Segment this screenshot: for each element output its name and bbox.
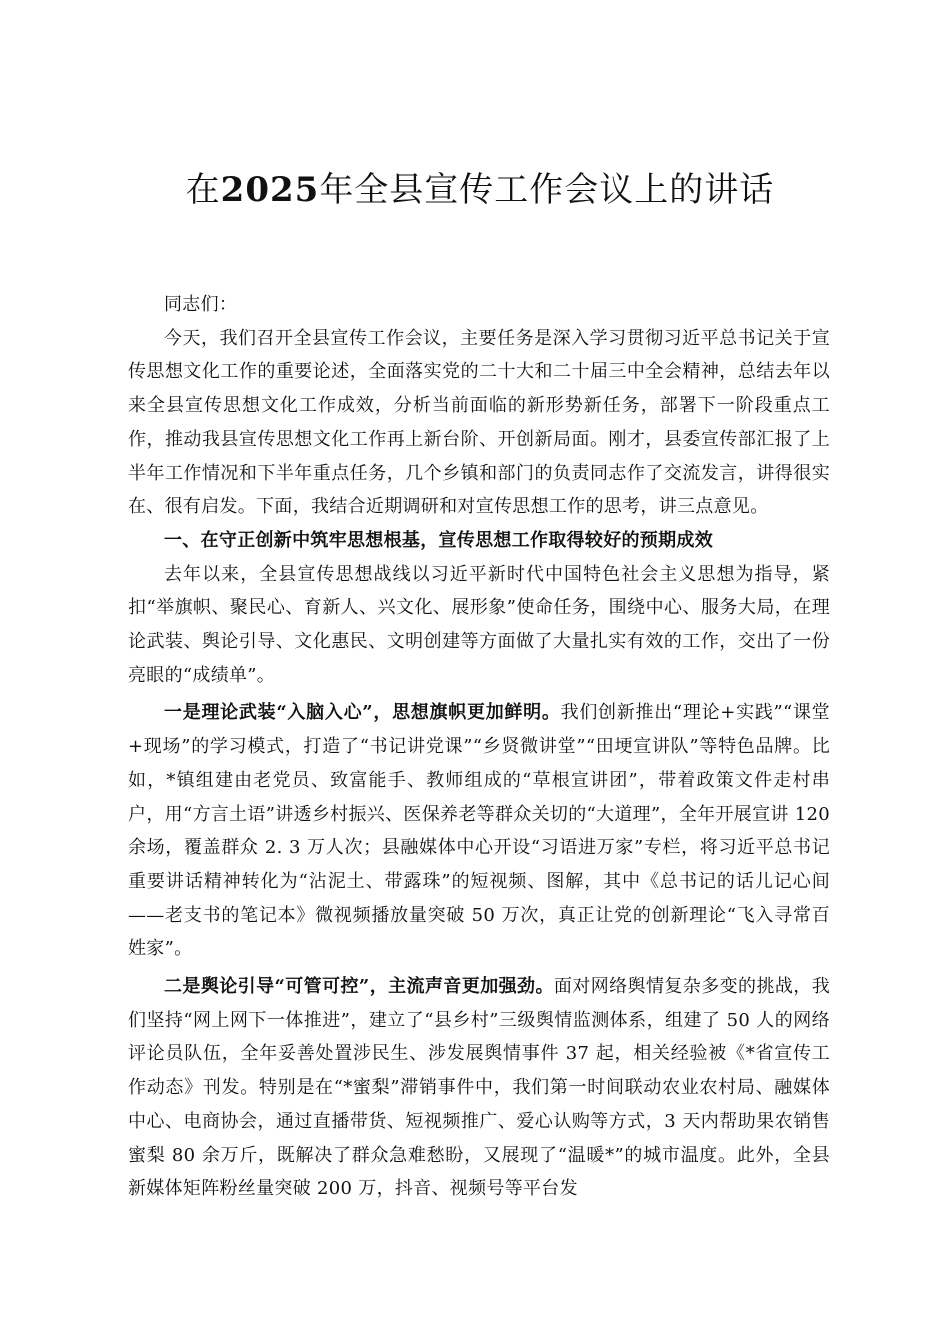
document-body — [128, 288, 830, 1206]
section-1-point-1 — [128, 696, 830, 966]
document-title — [100, 168, 860, 212]
title-suffix: 年全县宣传工作会议上的讲话 — [319, 170, 775, 210]
section-1-heading: 一、在守正创新中筑牢思想根基，宣传思想工作取得较好的预期成效 — [164, 529, 713, 551]
salutation: 同志们： — [164, 294, 238, 315]
title-year: 2025 — [220, 170, 320, 210]
section-1-point-2 — [128, 970, 830, 1206]
section-1-overview: 去年以来，全县宣传思想战线以习近平新时代中国特色社会主义思想为指导，紧扣“举旗帜、聚民心、育新人、兴文化、展形象”使命任务，围绕中心、服务大局，在理论武装、舆论引导、文化惠民、文明创建等方面做了大量扎实有效的工作，交出了一份亮眼的“成绩单”。 — [128, 563, 830, 686]
title-prefix: 在 — [185, 170, 221, 210]
point-2-text: 面对网络舆情复杂多变的挑战，我们坚持“网上网下一体推进”，建立了“县乡村”三级舆情监测体系，组建了 50 人的网络评论员队伍，全年妥善处置涉民生、涉发展舆情事件 37 起，相关经验被《*省宣传工作动态》刊发。特别是在“*蜜梨”滞销事件中，我们第一时间联动农业农村局、融媒体中心、电商协会，通过直播带货、短视频推广、爱心认购等方式，3 天内帮助果农销售蜜梨 80 余万斤，既解决了群众急难愁盼，又展现了“温暖*”的城市温度。此外，全县新媒体矩阵粉丝量突破 200 万，抖音、视频号等平台发 — [128, 976, 831, 1200]
point-2-lead: 二是舆论引导“可管可控”，主流声音更加强劲。 — [164, 976, 554, 998]
point-1-lead: 一是理论武装“入脑入心”，思想旗帜更加鲜明。 — [164, 702, 561, 724]
point-1-text: 我们创新推出“理论+实践”“课堂+现场”的学习模式，打造了“书记讲党课”“乡贤微讲堂”“田埂宣讲队”等特色品牌。比如，*镇组建由老党员、致富能手、教师组成的“草根宣讲团”，带着政策文件走村串户，用“方言土语”讲透乡村振兴、医保养老等群众关切的“大道理”，全年开展宣讲 120 余场，覆盖群众 2. 3 万人次；县融媒体中心开设“习语进万家”专栏，将习近平总书记重要讲话精神转化为“沾泥土、带露珠”的短视频、图解，其中《总书记的话儿记心间——老支书的笔记本》微视频播放量突破 50 万次，真正让党的创新理论“飞入寻常百姓家”。 — [128, 702, 830, 960]
intro-paragraph: 今天，我们召开全县宣传工作会议，主要任务是深入学习贯彻习近平总书记关于宣传思想文化工作的重要论述，全面落实党的二十大和二十届三中全会精神，总结去年以来全县宣传思想文化工作成效，分析当前面临的新形势新任务，部署下一阶段重点工作，推动我县宣传思想文化工作再上新台阶、开创新局面。刚才，县委宣传部汇报了上半年工作情况和下半年重点任务，几个乡镇和部门的负责同志作了交流发言，讲得很实在、很有启发。下面，我结合近期调研和对宣传思想工作的思考，讲三点意见。 — [128, 327, 830, 518]
